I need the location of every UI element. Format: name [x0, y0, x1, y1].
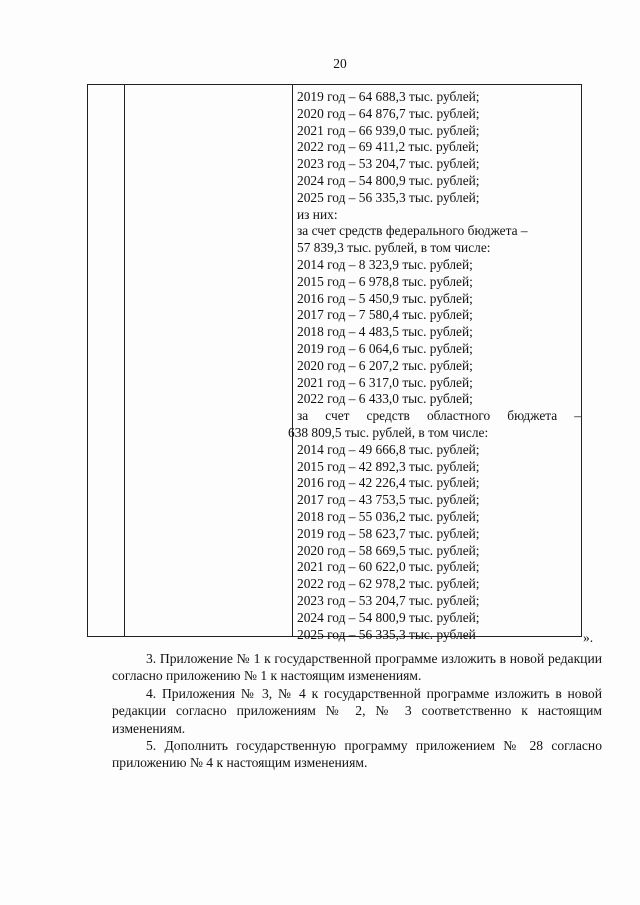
table-column-divider — [124, 85, 125, 636]
budget-line: 2025 год – 56 335,3 тыс. рублей; — [297, 189, 480, 205]
budget-line-justified — [297, 408, 581, 425]
budget-line: 2018 год – 55 036,2 тыс. рублей; — [297, 508, 480, 524]
paragraph: 5. Дополнить государственную программу приложением № 28 согласно приложению № 4 к настоящим изменениям. — [112, 738, 602, 771]
word: бюджета — [507, 408, 558, 424]
word: счет — [325, 408, 350, 424]
budget-line: 2019 год – 6 064,6 тыс. рублей; — [297, 340, 473, 356]
budget-line: 2018 год – 4 483,5 тыс. рублей; — [297, 324, 473, 340]
paragraph: 3. Приложение № 1 к государственной программе изложить в новой редакции согласно приложению № 1 к настоящим изменениям. — [112, 651, 602, 684]
budget-line: 2017 год – 43 753,5 тыс. рублей; — [297, 492, 480, 508]
budget-line: 2014 год – 49 666,8 тыс. рублей; — [297, 441, 480, 457]
budget-line: 2020 год – 64 876,7 тыс. рублей; — [297, 105, 480, 121]
paragraph: 4. Приложения № 3, № 4 к государственной программе изложить в новой редакции согласно приложениям № 2, № 3 соответственно к настоящим изменениям. — [112, 685, 602, 736]
budget-line: 2025 год – 56 335,3 тыс. рублей — [297, 626, 476, 642]
word: – — [574, 408, 581, 424]
word: за — [297, 408, 309, 424]
word: средств — [366, 408, 410, 424]
budget-line: 2023 год – 53 204,7 тыс. рублей; — [297, 592, 480, 608]
word: областного — [426, 408, 491, 424]
budget-line: 2023 год – 53 204,7 тыс. рублей; — [297, 156, 480, 172]
table-column-divider — [292, 85, 293, 636]
budget-line: 2021 год – 60 622,0 тыс. рублей; — [297, 559, 480, 575]
budget-line: 2020 год – 58 669,5 тыс. рублей; — [297, 542, 480, 558]
budget-line: 2019 год – 58 623,7 тыс. рублей; — [297, 525, 480, 541]
page-number: 20 — [333, 56, 347, 71]
budget-line: 2020 год – 6 207,2 тыс. рублей; — [297, 357, 473, 373]
budget-line: 2022 год – 69 411,2 тыс. рублей; — [297, 139, 480, 155]
budget-cell — [288, 89, 581, 643]
closing-quote: ». — [583, 630, 594, 645]
amendment-paragraphs — [112, 650, 602, 772]
budget-line: 2016 год – 5 450,9 тыс. рублей; — [297, 290, 473, 306]
budget-line: 2014 год – 8 323,9 тыс. рублей; — [297, 256, 473, 272]
budget-line: 2022 год – 6 433,0 тыс. рублей; — [297, 391, 473, 407]
budget-line: из них: — [297, 206, 338, 222]
budget-line: 2022 год – 62 978,2 тыс. рублей; — [297, 576, 480, 592]
budget-line: 2021 год – 66 939,0 тыс. рублей; — [297, 122, 480, 138]
budget-line: за счет средств федерального бюджета – — [297, 223, 528, 239]
budget-line: 57 839,3 тыс. рублей, в том числе: — [297, 240, 491, 256]
budget-line: 2024 год – 54 800,9 тыс. рублей; — [297, 172, 480, 188]
budget-line: 2019 год – 64 688,3 тыс. рублей; — [297, 89, 480, 104]
budget-line: 638 809,5 тыс. рублей, в том числе: — [288, 424, 489, 440]
budget-line: 2024 год – 54 800,9 тыс. рублей; — [297, 609, 480, 625]
budget-line: 2016 год – 42 226,4 тыс. рублей; — [297, 475, 480, 491]
budget-line: 2017 год – 7 580,4 тыс. рублей; — [297, 307, 473, 323]
budget-line: 2015 год – 6 978,8 тыс. рублей; — [297, 273, 473, 289]
budget-line: 2021 год – 6 317,0 тыс. рублей; — [297, 374, 473, 390]
budget-line: 2015 год – 42 892,3 тыс. рублей; — [297, 458, 480, 474]
